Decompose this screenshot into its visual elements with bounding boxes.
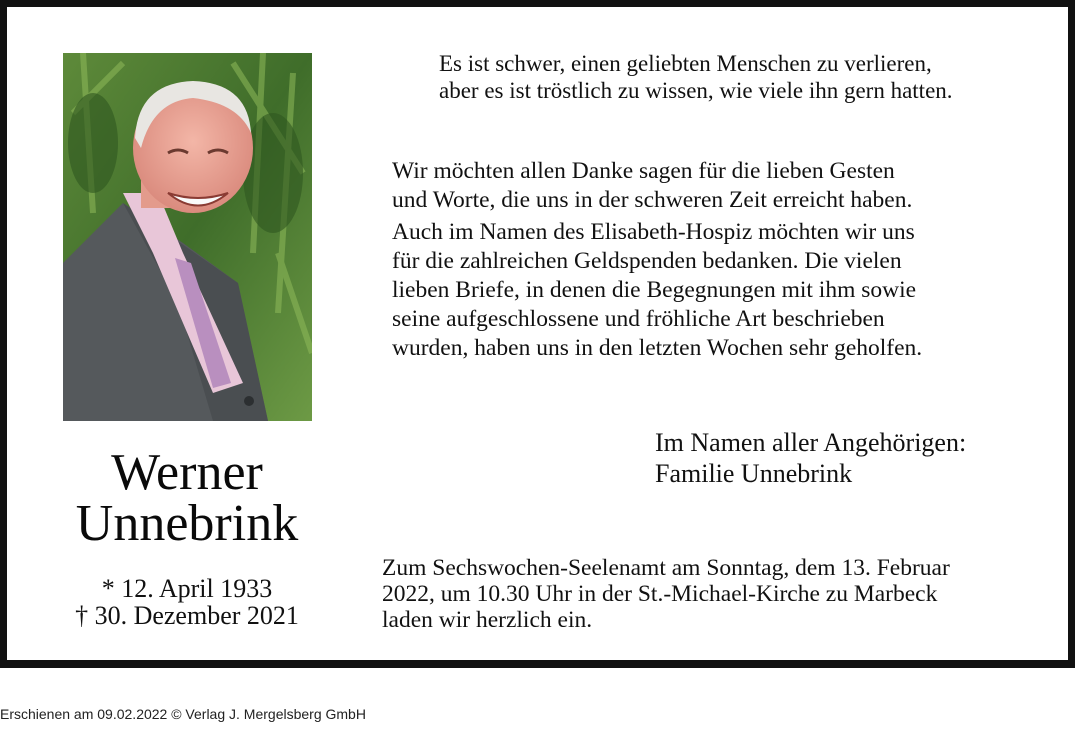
thank-you-paragraph-2: [392, 218, 1019, 363]
family-signature: Familie Unnebrink: [655, 459, 853, 488]
invite-line: 2022, um 10.30 Uhr in der St.-Michael-Kirche zu Marbeck: [382, 581, 938, 607]
deceased-name: [37, 444, 337, 552]
body-line: Auch im Namen des Elisabeth-Hospiz möchten wir uns: [392, 219, 915, 245]
birth-date: * 12. April 1933: [101, 574, 273, 603]
quote-line: aber es ist tröstlich zu wissen, wie viele ihn gern hatten.: [439, 78, 953, 103]
body-line: lieben Briefe, in denen die Begegnungen mit ihm sowie: [392, 277, 917, 303]
publication-footer: Erschienen am 09.02.2022 © Verlag J. Mergelsberg GmbH: [0, 706, 366, 722]
body-line: Wir möchten allen Danke sagen für die lieben Gesten: [392, 158, 895, 184]
signoff-line: Im Namen aller Angehörigen:: [655, 428, 967, 457]
first-name: Werner: [111, 444, 263, 501]
invite-line: Zum Sechswochen-Seelenamt am Sonntag, dem 13. Februar: [382, 555, 950, 581]
invite-line: laden wir herzlich ein.: [382, 607, 593, 633]
life-dates: [37, 575, 337, 629]
body-line: wurden, haben uns in den letzten Wochen sehr geholfen.: [392, 335, 923, 361]
consolation-quote: [439, 50, 1019, 104]
portrait-photo: [63, 53, 312, 421]
body-line: und Worte, die uns in der schweren Zeit erreicht haben.: [392, 187, 913, 213]
quote-line: Es ist schwer, einen geliebten Menschen zu verlieren,: [439, 51, 932, 76]
death-date: † 30. Dezember 2021: [75, 601, 299, 630]
thank-you-text: [392, 157, 1019, 363]
thank-you-paragraph-1: [392, 157, 1019, 215]
body-line: für die zahlreichen Geldspenden bedanken. Die vielen: [392, 248, 902, 274]
body-line: seine aufgeschlossene und fröhliche Art beschrieben: [392, 306, 885, 332]
mass-invitation: [382, 555, 1015, 633]
last-name: Unnebrink: [75, 495, 299, 552]
signoff: [655, 427, 1055, 489]
